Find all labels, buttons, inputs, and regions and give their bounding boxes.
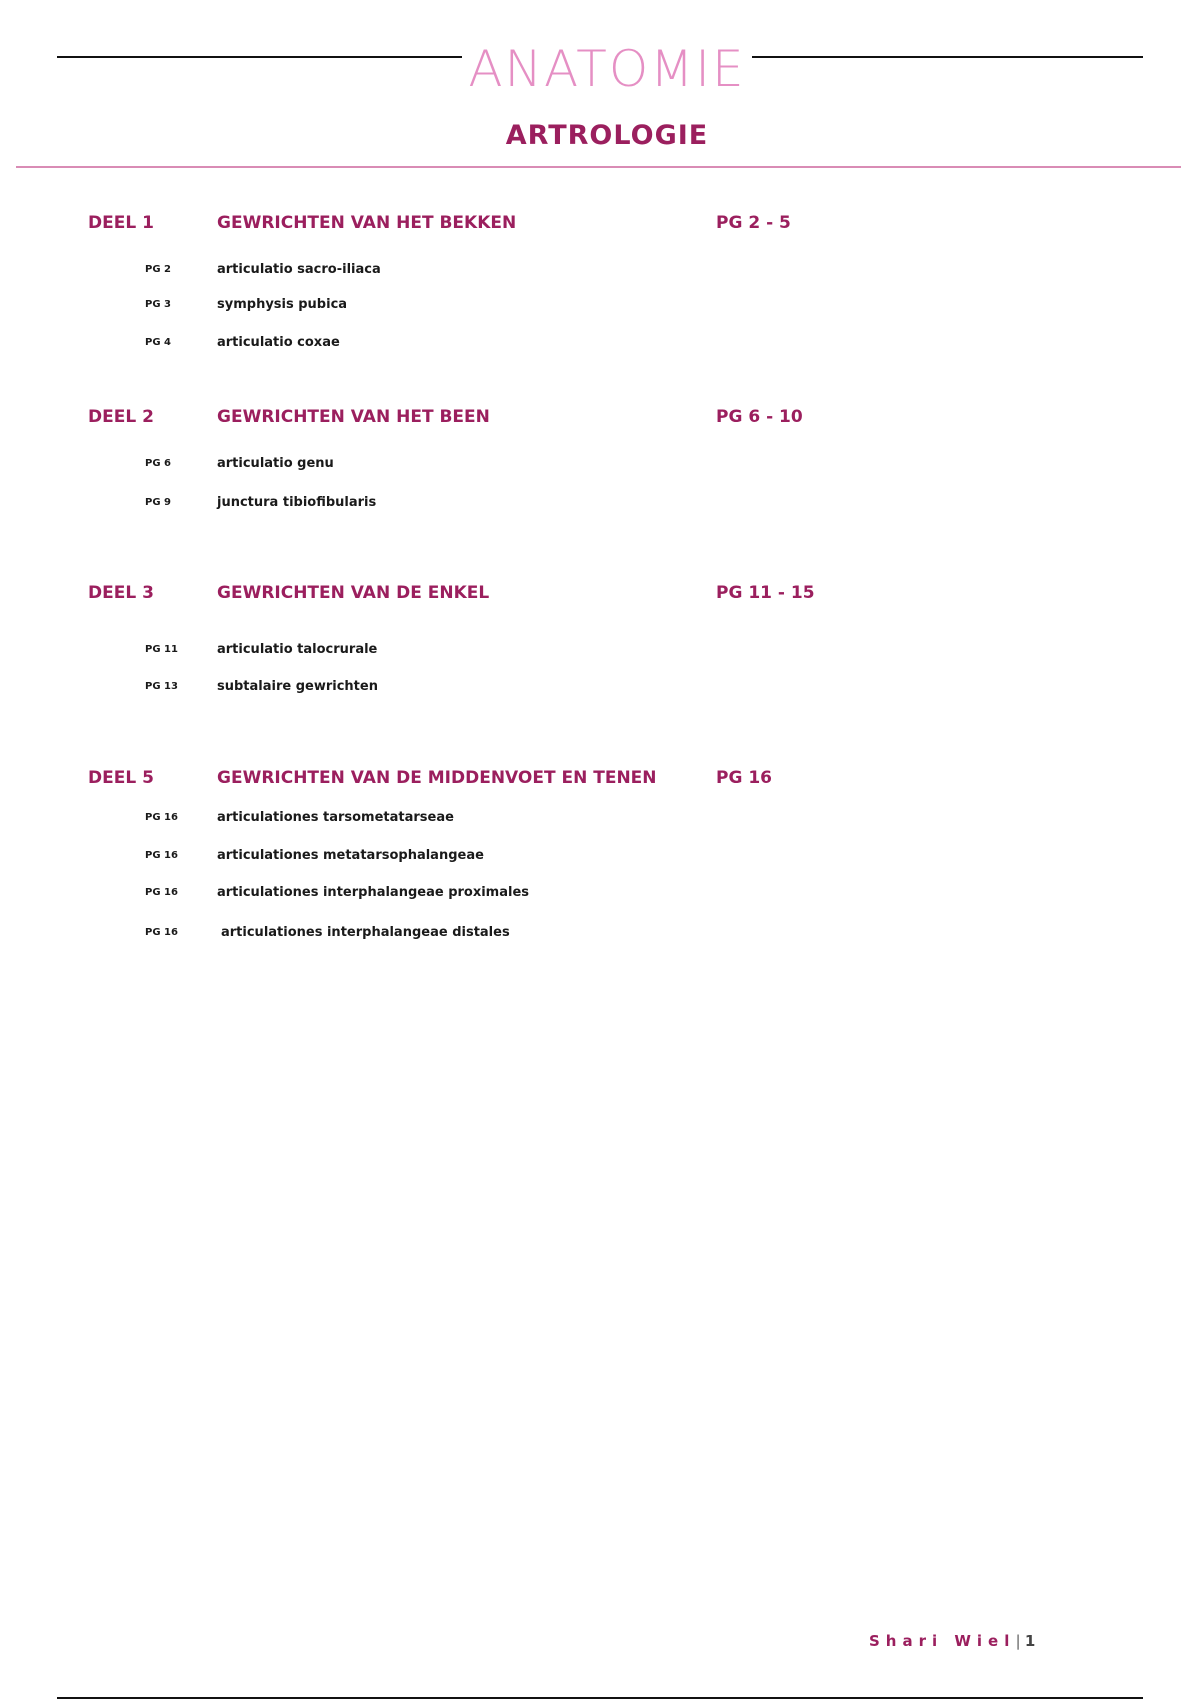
item-page: PG 16 bbox=[145, 887, 178, 898]
item-label: articulatio sacro-iliaca bbox=[217, 262, 381, 277]
item-page: PG 6 bbox=[145, 458, 171, 469]
bottom-rule bbox=[57, 1697, 1143, 1699]
item-label: subtalaire gewrichten bbox=[217, 679, 378, 694]
footer-author: Shari Wiel bbox=[869, 1632, 1016, 1650]
section-number: DEEL 3 bbox=[88, 583, 154, 603]
section-number: DEEL 1 bbox=[88, 213, 154, 233]
page-footer bbox=[869, 1632, 1035, 1650]
footer-page-number: 1 bbox=[1024, 1632, 1036, 1650]
footer-separator: | bbox=[1015, 1632, 1021, 1650]
item-label: articulatio talocrurale bbox=[217, 642, 378, 657]
document-title-text: ANATOMIE bbox=[462, 40, 751, 98]
section-page-range: PG 16 bbox=[716, 768, 772, 788]
item-label: junctura tibiofibularis bbox=[217, 495, 377, 510]
item-page: PG 16 bbox=[145, 850, 178, 861]
item-page: PG 16 bbox=[145, 927, 178, 938]
item-page: PG 9 bbox=[145, 497, 171, 508]
item-page: PG 16 bbox=[145, 812, 178, 823]
item-label: articulatio coxae bbox=[217, 335, 340, 350]
header-divider bbox=[16, 166, 1181, 168]
item-label: articulationes interphalangeae distales bbox=[221, 925, 510, 940]
section-page-range: PG 11 - 15 bbox=[716, 583, 815, 603]
section-page-range: PG 6 - 10 bbox=[716, 407, 803, 427]
section-title: GEWRICHTEN VAN DE MIDDENVOET EN TENEN bbox=[217, 768, 657, 788]
section-page-range: PG 2 - 5 bbox=[716, 213, 791, 233]
item-page: PG 4 bbox=[145, 337, 171, 348]
section-title: GEWRICHTEN VAN DE ENKEL bbox=[217, 583, 490, 603]
document-title bbox=[0, 40, 1200, 98]
item-page: PG 13 bbox=[145, 681, 178, 692]
section-number: DEEL 5 bbox=[88, 768, 154, 788]
item-label: articulationes metatarsophalangeae bbox=[217, 848, 484, 863]
item-label: symphysis pubica bbox=[217, 297, 348, 312]
item-label: articulationes tarsometatarseae bbox=[217, 810, 454, 825]
document-subtitle: ARTROLOGIE bbox=[505, 120, 709, 151]
item-label: articulatio genu bbox=[217, 456, 334, 471]
item-page: PG 2 bbox=[145, 264, 171, 275]
section-title: GEWRICHTEN VAN HET BEKKEN bbox=[217, 213, 517, 233]
item-page: PG 11 bbox=[145, 644, 178, 655]
section-number: DEEL 2 bbox=[88, 407, 154, 427]
item-label: articulationes interphalangeae proximales bbox=[217, 885, 530, 900]
section-title: GEWRICHTEN VAN HET BEEN bbox=[217, 407, 490, 427]
item-page: PG 3 bbox=[145, 299, 171, 310]
